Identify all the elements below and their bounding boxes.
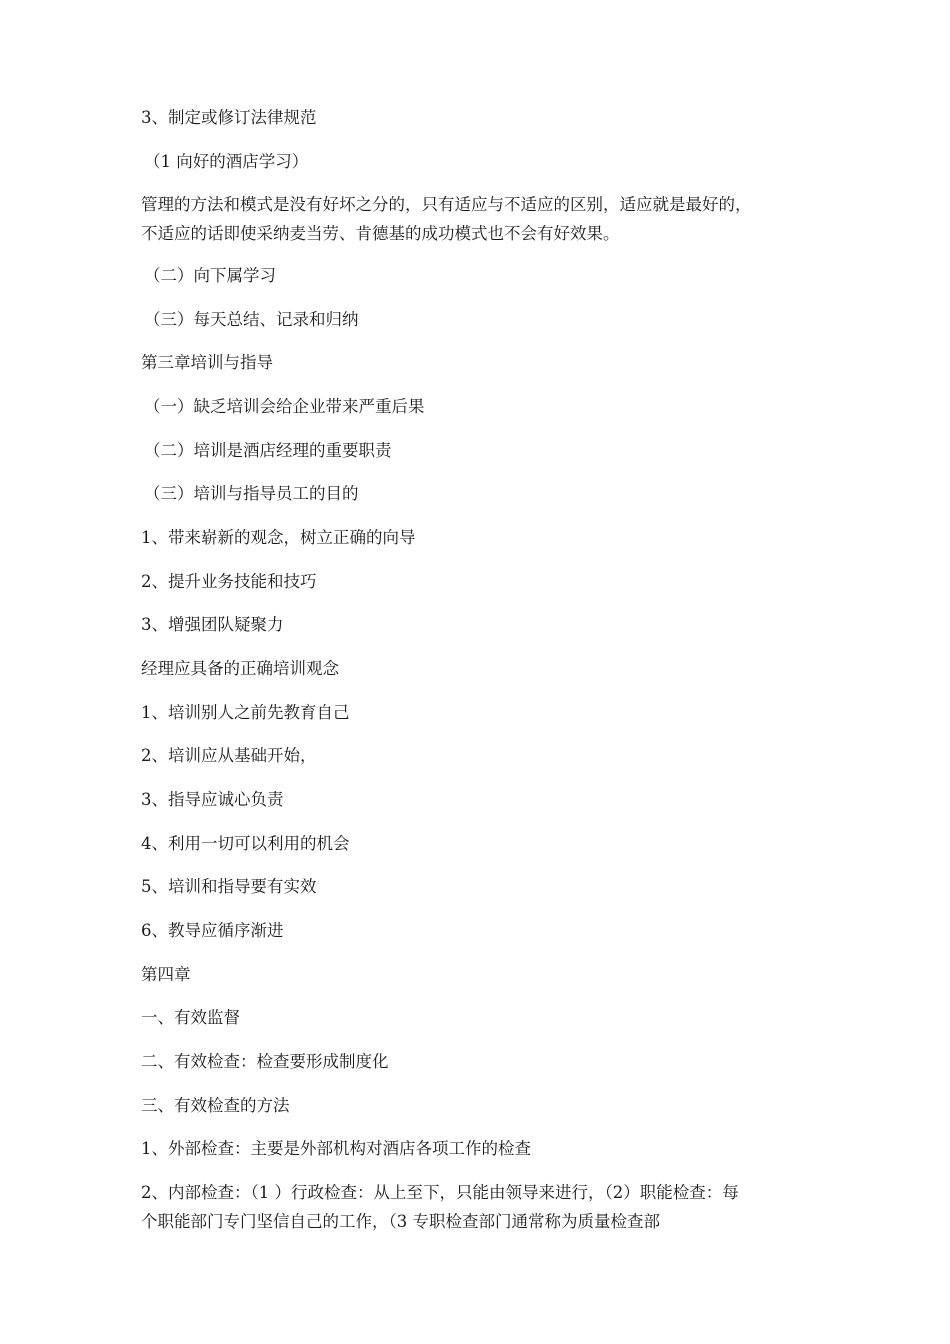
chapter-heading: 第四章 xyxy=(141,965,191,984)
text-line: 3、指导应诚心负责 xyxy=(141,790,284,809)
text-line: 3、增强团队疑聚力 xyxy=(141,615,284,634)
text-line: 2、提升业务技能和技巧 xyxy=(141,572,317,591)
text-line: 6、教导应循序渐进 xyxy=(141,921,284,940)
paragraph-line: 2、内部检查：（1 ）行政检查：从上至下，只能由领导来进行，（2）职能检查：每 xyxy=(141,1183,739,1202)
text-line: 1、带来崭新的观念，树立正确的向导 xyxy=(141,528,416,547)
text-line: 1、外部检查：主要是外部机构对酒店各项工作的检查 xyxy=(141,1139,531,1158)
text-line: （三）培训与指导员工的目的 xyxy=(144,484,359,503)
text-line: 1、培训别人之前先教育自己 xyxy=(141,703,350,722)
text-line: （二）培训是酒店经理的重要职责 xyxy=(144,441,392,460)
text-line: （1 向好的酒店学习） xyxy=(144,152,309,171)
paragraph-line: 个职能部门专门坚信自己的工作，（3 专职检查部门通常称为质量检查部 xyxy=(141,1212,660,1231)
paragraph xyxy=(141,1178,821,1236)
text-line: 3、制定或修订法律规范 xyxy=(141,108,317,127)
text-line: （一）缺乏培训会给企业带来严重后果 xyxy=(144,397,425,416)
text-line: 一、有效监督 xyxy=(141,1008,240,1027)
chapter-heading: 第三章培训与指导 xyxy=(141,353,273,372)
section-heading: 经理应具备的正确培训观念 xyxy=(141,659,339,678)
paragraph-line: 管理的方法和模式是没有好坏之分的，只有适应与不适应的区别，适应就是最好的， xyxy=(141,195,752,214)
text-line: （二）向下属学习 xyxy=(144,266,276,285)
text-line: 三、有效检查的方法 xyxy=(141,1096,290,1115)
text-line: 4、利用一切可以利用的机会 xyxy=(141,834,350,853)
paragraph xyxy=(141,190,821,248)
text-line: （三）每天总结、记录和归纳 xyxy=(144,310,359,329)
text-line: 二、有效检查：检查要形成制度化 xyxy=(141,1052,389,1071)
text-line: 2、培训应从基础开始， xyxy=(141,746,317,765)
text-line: 5、培训和指导要有实效 xyxy=(141,877,317,896)
paragraph-line: 不适应的话即使采纳麦当劳、肯德基的成功模式也不会有好效果。 xyxy=(141,224,620,243)
